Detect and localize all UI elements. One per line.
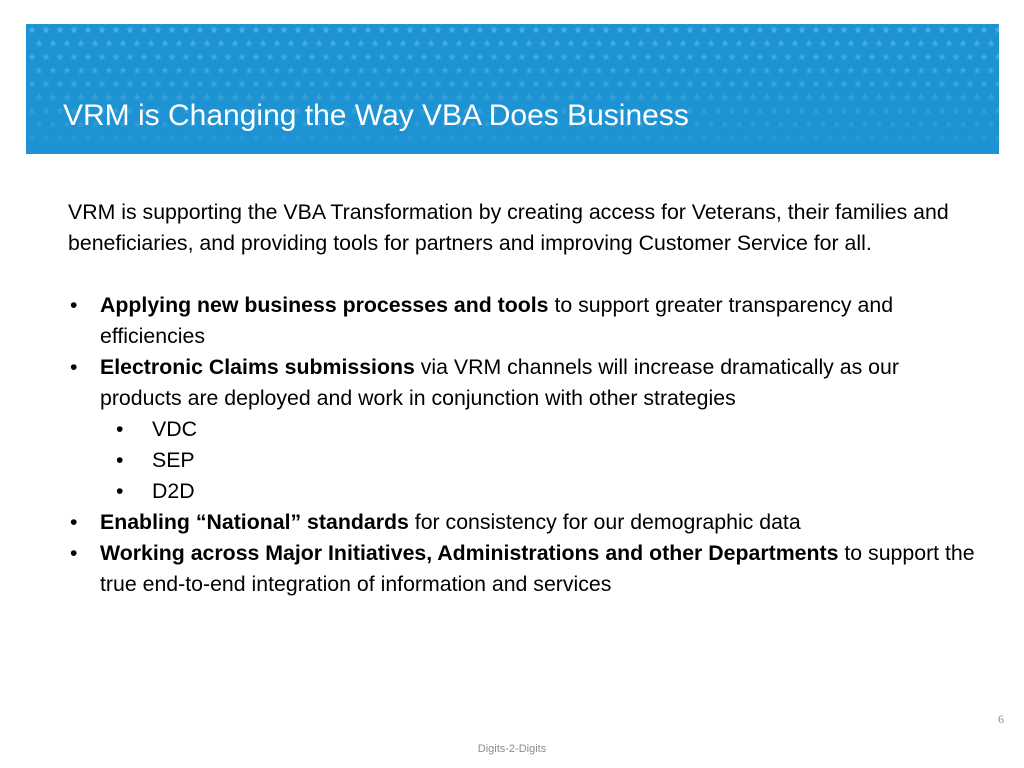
slide-title: VRM is Changing the Way VBA Does Business [63, 99, 689, 132]
bullet-text: to support the true end-to-end integration of information and services [100, 541, 975, 596]
bullet-item [68, 538, 978, 600]
page-number: 6 [998, 712, 1004, 726]
sub-bullet-item [100, 445, 978, 476]
sub-bullet-text: VDC [152, 417, 197, 441]
bullet-marker: • [116, 417, 124, 441]
bullet-marker: • [70, 293, 78, 317]
bullet-item [68, 352, 978, 507]
bullet-text: via VRM channels will increase dramatically as our products are deployed and work in conjunction with other strategies [100, 355, 899, 410]
bullet-list [68, 290, 978, 600]
bullet-text: for consistency for our demographic data [408, 510, 801, 534]
bullet-marker: • [70, 510, 78, 534]
bullet-marker: • [116, 448, 124, 472]
bullet-bold-text: Enabling “National” standards [100, 510, 409, 534]
sub-bullet-text: D2D [152, 479, 195, 503]
slide-body [68, 197, 978, 600]
footer-text: Digits-2-Digits [477, 743, 547, 755]
intro-paragraph: VRM is supporting the VBA Transformation by creating access for Veterans, their families and beneficiaries, and providing tools for partners and improving Customer Service for all. [68, 200, 949, 255]
sub-bullet-list [100, 414, 978, 507]
bullet-text: to support greater transparency and efficiencies [100, 293, 894, 348]
title-banner [26, 24, 999, 154]
sub-bullet-text: SEP [152, 448, 195, 472]
banner-fade [26, 24, 999, 154]
bullet-item [68, 290, 978, 352]
bullet-bold-text: Working across Major Initiatives, Administrations and other Departments [100, 541, 839, 565]
bullet-bold-text: Applying new business processes and tools [100, 293, 549, 317]
bullet-bold-text: Electronic Claims submissions [100, 355, 415, 379]
star-pattern [26, 24, 999, 154]
bullet-marker: • [70, 355, 78, 379]
bullet-marker: • [70, 541, 78, 565]
sub-bullet-item [100, 414, 978, 445]
sub-bullet-item [100, 476, 978, 507]
bullet-marker: • [116, 479, 124, 503]
bullet-item [68, 507, 978, 538]
